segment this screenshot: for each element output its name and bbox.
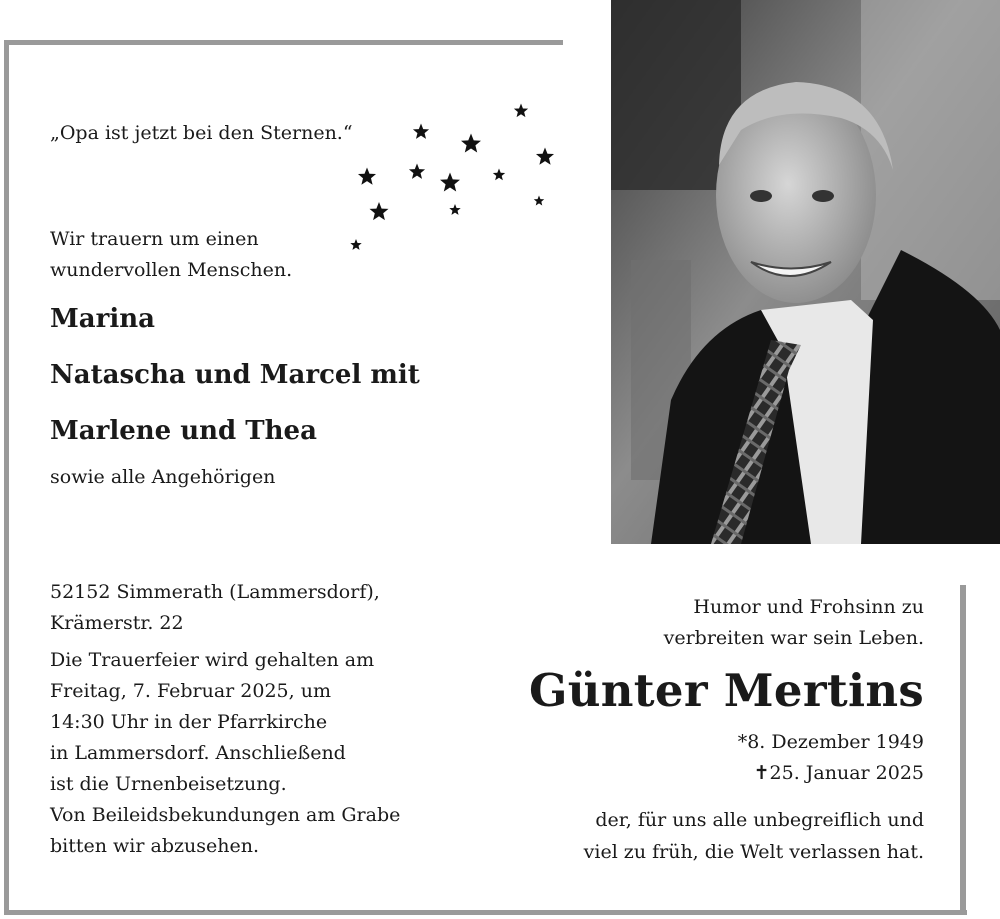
frame-right-border (960, 585, 966, 915)
star-icon (350, 239, 361, 250)
address-block (50, 577, 380, 639)
closing-line: viel zu früh, die Welt verlassen hat. (583, 841, 924, 863)
frame-bottom-border (4, 910, 967, 915)
motto-line: Humor und Frohsinn zu (693, 596, 924, 618)
star-icon (440, 173, 460, 192)
intro-text (50, 224, 292, 286)
motto-line: verbreiten war sein Leben. (663, 627, 924, 649)
service-line: in Lammersdorf. Anschließend (50, 742, 346, 764)
life-dates (738, 727, 924, 789)
death-date: ✝25. Januar 2025 (753, 762, 924, 784)
star-icon (493, 169, 505, 181)
intro-line: wundervollen Menschen. (50, 259, 293, 281)
frame-left-border (4, 40, 9, 915)
star-icon (449, 204, 460, 215)
deceased-name: Günter Mertins (529, 664, 924, 717)
service-line: Von Beileidsbekundungen am Grabe (50, 804, 401, 826)
service-line: 14:30 Uhr in der Pfarrkirche (50, 711, 328, 733)
stars-decoration (345, 95, 565, 260)
portrait-photo (611, 0, 1000, 544)
star-icon (536, 148, 554, 165)
birth-date: *8. Dezember 1949 (737, 731, 924, 753)
service-line: Die Trauerfeier wird gehalten am (50, 649, 375, 671)
service-info (50, 645, 400, 862)
star-icon (514, 104, 528, 118)
address-line: 52152 Simmerath (Lammersdorf), (50, 581, 380, 603)
frame-top-border (4, 40, 563, 45)
mourner-name: Marina (50, 304, 155, 334)
star-icon (409, 164, 425, 179)
address-line: Krämerstr. 22 (50, 612, 184, 634)
mourner-name: Marlene und Thea (50, 416, 317, 446)
service-line: ist die Urnenbeisetzung. (50, 773, 287, 795)
motto-text (664, 592, 924, 654)
service-line: bitten wir abzusehen. (50, 835, 259, 857)
star-icon (461, 134, 481, 153)
star-icon (534, 196, 544, 206)
closing-text (584, 804, 924, 868)
mourner-name: Natascha und Marcel mit (50, 360, 420, 390)
star-icon (370, 202, 389, 220)
star-icon (413, 124, 429, 139)
intro-line: Wir trauern um einen (50, 228, 259, 250)
service-line: Freitag, 7. Februar 2025, um (50, 680, 331, 702)
quote-text: „Opa ist jetzt bei den Sternen.“ (50, 122, 353, 144)
closing-line: der, für uns alle unbegreiflich und (595, 809, 924, 831)
star-icon (358, 168, 376, 185)
relatives-text: sowie alle Angehörigen (50, 466, 276, 488)
